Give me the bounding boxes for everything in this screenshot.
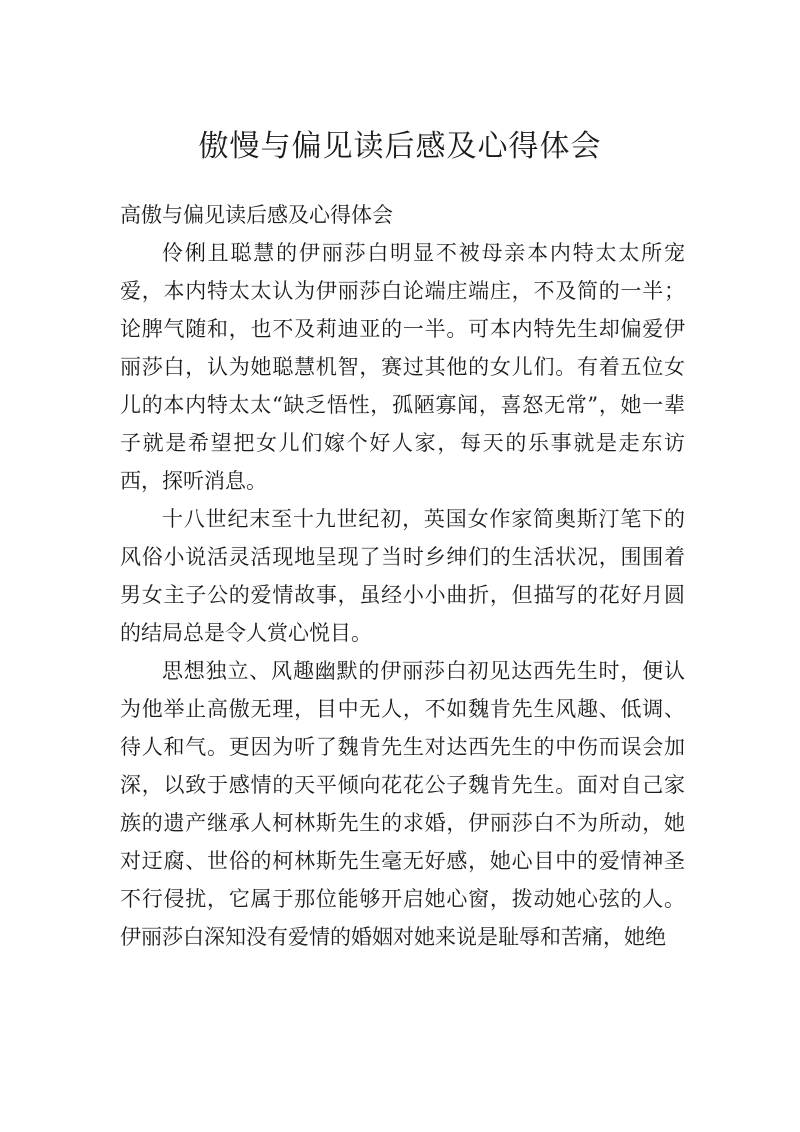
paragraph-2: 十八世纪末至十九世纪初，英国女作家简奥斯汀笔下的风俗小说活灵活现地呈现了当时乡绅们的生活状况，围围着男女主子公的爱情故事，虽经小小曲折，但描写的花好月圆的结局总是令人赏心悦目。 [120,507,685,645]
page-title: 傲慢与偏见读后感及心得体会 [198,129,602,164]
paragraph-3: 思想独立、风趣幽默的伊丽莎白初见达西先生时，便认为他举止高傲无理，目中无人，不如魏肯先生风趣、低调、待人和气。更因为听了魏肯先生对达西先生的中伤而误会加深，以致于感情的天平倾向花花公子魏肯先生。面对自己家族的遗产继承人柯林斯先生的求婚，伊丽莎白不为所动，她对迂腐、世俗的柯林斯先生毫无好感，她心目中的爱情神圣不行侵扰，它属于那位能够开启她心窗，拨动她心弦的人。伊丽莎白深知没有爱情的婚姻对她来说是耻辱和苦痛，她绝 [120,659,685,949]
document-body [120,196,685,956]
paragraph-1: 伶俐且聪慧的伊丽莎白明显不被母亲本内特太太所宠爱，本内特太太认为伊丽莎白论端庄端庄，不及简的一半；论脾气随和，也不及莉迪亚的一半。可本内特先生却偏爱伊丽莎白，认为她聪慧机智，赛过其他的女儿们。有着五位女儿的本内特太太“缺乏悟性，孤陋寡闻，喜怒无常”，她一辈子就是希望把女儿们嫁个好人家，每天的乐事就是走东访西，探听消息。 [120,241,685,493]
document-subtitle: 高傲与偏见读后感及心得体会 [120,203,393,227]
